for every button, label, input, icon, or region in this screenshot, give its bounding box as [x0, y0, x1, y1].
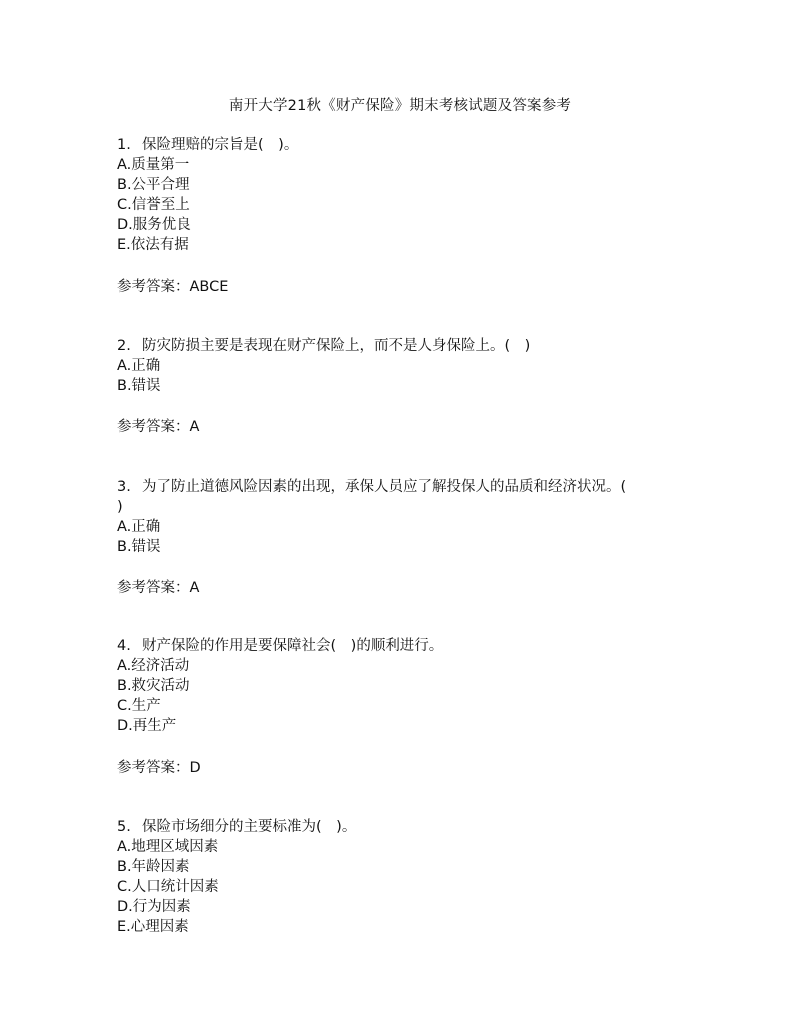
option-d: D.再生产 [117, 718, 177, 734]
option-c: C.信誉至上 [117, 197, 190, 213]
option-c: C.人口统计因素 [117, 879, 219, 895]
answer-label: 参考答案： [117, 279, 190, 295]
answer-4 [117, 758, 201, 778]
answer-2 [117, 417, 199, 437]
answer-label: 参考答案： [117, 580, 190, 596]
question-stem [117, 636, 677, 656]
option-b: B.错误 [117, 378, 161, 394]
document-title: 南开大学21秋《财产保险》期末考核试题及答案参考 [228, 98, 572, 114]
question-3 [117, 477, 677, 557]
option-c: C.生产 [117, 698, 161, 714]
option-e: E.心理因素 [117, 919, 189, 935]
question-text: 为了防止道德风险因素的出现，承保人员应了解投保人的品质和经济状况。( [142, 479, 627, 495]
answer-label: 参考答案： [117, 419, 190, 435]
question-text: 防灾防损主要是表现在财产保险上，而不是人身保险上。( ) [142, 338, 531, 354]
option-e: E.依法有据 [117, 237, 189, 253]
answer-1 [117, 277, 228, 297]
question-number: 3. [117, 479, 131, 495]
question-stem [117, 336, 677, 356]
answer-value: D [189, 760, 201, 776]
option-b: B.救灾活动 [117, 678, 190, 694]
answer-value: A [189, 580, 200, 596]
option-d: D.服务优良 [117, 217, 191, 233]
option-d: D.行为因素 [117, 899, 191, 915]
question-number: 1. [117, 137, 131, 153]
question-number: 2. [117, 338, 131, 354]
question-text: 保险理赔的宗旨是( )。 [142, 137, 299, 153]
question-number: 5. [117, 819, 131, 835]
option-a: A.质量第一 [117, 157, 190, 173]
answer-3 [117, 578, 199, 598]
answer-value: A [189, 419, 200, 435]
option-b: B.年龄因素 [117, 859, 190, 875]
question-stem [117, 477, 677, 497]
option-b: B.公平合理 [117, 177, 190, 193]
question-stem [117, 817, 677, 837]
option-b: B.错误 [117, 539, 161, 555]
option-a: A.正确 [117, 358, 161, 374]
question-2 [117, 336, 677, 396]
answer-value: ABCE [189, 279, 229, 295]
question-5 [117, 817, 677, 937]
option-a: A.地理区域因素 [117, 839, 219, 855]
option-a: A.正确 [117, 519, 161, 535]
question-text: 财产保险的作用是要保障社会( )的顺利进行。 [142, 638, 444, 654]
question-4 [117, 636, 677, 736]
question-stem [117, 135, 677, 155]
question-number: 4. [117, 638, 131, 654]
answer-label: 参考答案： [117, 760, 190, 776]
question-text-continued: ) [117, 499, 123, 515]
option-a: A.经济活动 [117, 658, 190, 674]
question-text: 保险市场细分的主要标准为( )。 [142, 819, 357, 835]
question-1 [117, 135, 677, 255]
